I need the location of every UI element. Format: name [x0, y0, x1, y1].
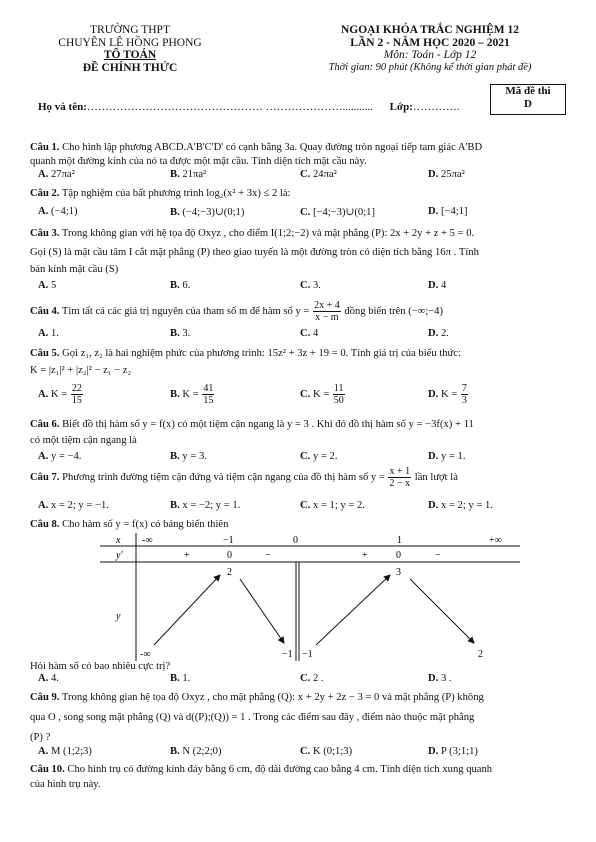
exam-code-label: Mã đề thi: [505, 85, 551, 97]
q3-option-b[interactable]: B. 6.: [170, 280, 191, 291]
q3-text: Trong không gian với hệ tọa độ Oxyz , cho điểm I(1;2;−2) và mặt phẳng (P): 2x + 2y + z + 5 = 0.: [61, 228, 475, 239]
y-val-5: 2: [478, 649, 483, 660]
class-field[interactable]: ………….: [412, 101, 460, 113]
q5-text: Gọi z₁, z₂ là hai nghiệm phức của phương trình: 15z² + 3z + 19 = 0. Tính giá trị của biểu thức:: [62, 348, 461, 359]
q3-option-c[interactable]: C. 3.: [300, 280, 321, 291]
q6-option-d[interactable]: D. y = 1.: [428, 451, 466, 462]
y-val-3: −1: [302, 649, 313, 660]
q1-option-c[interactable]: C. 24πa²: [300, 169, 337, 180]
q6-option-a[interactable]: A. y = −4.: [38, 451, 82, 462]
q6-option-b[interactable]: B. y = 3.: [170, 451, 207, 462]
x-val-3: 1: [397, 535, 402, 546]
q1-line2: quanh một đường kính của nó ta được một mặt cầu. Tính diện tích mặt cầu này.: [30, 156, 367, 167]
q1-options: [38, 169, 568, 182]
q9-line3: (P) ?: [30, 732, 51, 743]
x-val-2: 0: [293, 535, 298, 546]
sign-2: −: [265, 550, 271, 561]
q3-option-d[interactable]: D. 4: [428, 280, 447, 291]
q7-option-b[interactable]: B. x = −2; y = 1.: [170, 500, 241, 511]
q7-number: Câu 7.: [30, 472, 60, 483]
official-label: ĐỀ CHÍNH THỨC: [82, 61, 178, 74]
q6-line1: [30, 418, 568, 431]
q4-number: Câu 4.: [30, 306, 60, 317]
q3-line3: bán kính mặt cầu (S): [30, 264, 119, 275]
q2-option-a[interactable]: A. (−4;1): [38, 206, 78, 217]
q2-text: Tập nghiệm của bất phương trình log₂(x² + 3x) ≤ 2 là:: [61, 188, 291, 199]
sign-1: 0: [227, 550, 232, 561]
q10-text: Cho hình trụ có đường kính đáy bằng 6 cm, độ dài đường cao bằng 4 cm. Tính diện tích xung quanh: [67, 764, 493, 775]
q1-line1: [30, 141, 568, 154]
q8-option-b[interactable]: B. 1.: [170, 673, 191, 684]
q9-text: Trong không gian hệ tọa độ Oxyz , cho mặt phẳng (Q): x + 2y + 2z − 3 = 0 và mặt phẳng (P) không: [61, 692, 484, 703]
q5-option-d[interactable]: D. K = $\frac{7}{3}$: [428, 383, 467, 406]
q7-option-a[interactable]: A. x = 2; y = −1.: [38, 500, 109, 511]
q4-option-c[interactable]: C. 4: [300, 328, 319, 339]
q7-text: Phương trình đường tiệm cận đứng và tiệm cận ngang của đồ thị hàm số y =: [62, 472, 385, 483]
q4-option-d[interactable]: D. 2.: [428, 328, 449, 339]
y-val-2: −1: [282, 649, 293, 660]
department: TỔ TOÁN: [103, 49, 157, 61]
q9-option-a[interactable]: A. M (1;2;3): [38, 746, 92, 757]
exam-round: LẦN 2 - NĂM HỌC 2020 – 2021: [350, 36, 510, 49]
q4-line1: [30, 300, 568, 324]
q3-options: [38, 280, 568, 293]
q3-option-a[interactable]: A. 5: [38, 280, 57, 291]
q8-option-a[interactable]: A. 4.: [38, 673, 59, 684]
school-line2: CHUYÊN LÊ HỒNG PHONG: [58, 36, 202, 49]
q7-option-c[interactable]: C. x = 1; y = 2.: [300, 500, 365, 511]
q10-number: Câu 10.: [30, 764, 65, 775]
q6-text: Biết đồ thị hàm số y = f(x) có một tiệm cận ngang là y = 3 . Khi đó đồ thị hàm số y = −3f(x) + 11: [62, 419, 474, 430]
q3-number: Câu 3.: [30, 228, 60, 239]
exam-time: Thời gian: 90 phút (Không kể thời gian phát đề): [328, 61, 532, 73]
q7-option-d[interactable]: D. x = 2; y = 1.: [428, 500, 493, 511]
q9-options: [38, 746, 568, 759]
q3-line1: [30, 227, 568, 240]
sign-4: 0: [396, 550, 401, 561]
student-info: [38, 101, 460, 113]
q4-option-a[interactable]: A. 1.: [38, 328, 59, 339]
q4-text-post: đồng biến trên (−∞;−4): [344, 306, 443, 317]
q1-option-a[interactable]: A. 27πa²: [38, 169, 75, 180]
x-label: x: [116, 535, 121, 546]
x-val-1: −1: [223, 535, 234, 546]
exam-code-box: [490, 84, 566, 115]
q6-options: [38, 451, 568, 464]
class-label: Lớp:: [389, 101, 413, 113]
x-val-4: +∞: [489, 535, 502, 546]
q5-option-b[interactable]: B. K = $\frac{41}{15}$: [170, 383, 214, 406]
yp-label: y': [116, 550, 123, 561]
q10-line2: của hình trụ này.: [30, 779, 101, 790]
y-val-0: -∞: [140, 649, 151, 660]
y-val-1: 2: [227, 567, 232, 578]
q6-number: Câu 6.: [30, 419, 60, 430]
q7-options: [38, 500, 568, 513]
school-header: [40, 24, 220, 74]
sign-3: +: [362, 550, 368, 561]
q4-text: Tìm tất cả các giá trị nguyên của tham số m để hàm số y =: [61, 306, 310, 317]
q6-option-c[interactable]: C. y = 2.: [300, 451, 338, 462]
x-val-0: -∞: [142, 535, 153, 546]
q5-line2: K = |z₁|² + |z₂|² − z₁ − z₂: [30, 365, 132, 376]
q5-options: [38, 383, 568, 407]
q10-line1: [30, 763, 568, 776]
q5-option-a[interactable]: A. K = $\frac{22}{15}$: [38, 383, 82, 406]
q6-line2: có một tiệm cận ngang là: [30, 435, 137, 446]
name-field[interactable]: ………………………………………… …………………...........: [86, 101, 373, 113]
q2-option-c[interactable]: C. [−4;−3)∪(0;1]: [300, 207, 375, 218]
q9-option-d[interactable]: D. P (3;1;1): [428, 746, 478, 757]
q1-option-b[interactable]: B. 21πa²: [170, 169, 207, 180]
variation-table: [100, 533, 520, 661]
exam-header: [300, 24, 560, 74]
q2-options: [38, 206, 568, 219]
q2-option-b[interactable]: B. (−4;−3)∪(0;1): [170, 207, 245, 218]
q9-number: Câu 9.: [30, 692, 60, 703]
y-val-4: 3: [396, 567, 401, 578]
q4-options: [38, 328, 568, 341]
exam-subject: Môn: Toán - Lớp 12: [383, 49, 477, 61]
arrow-decrease-2: [410, 579, 474, 643]
q9-line2: qua O , song song mặt phẳng (Q) và d((P);(Q)) = 1 . Trong các điểm sau đây , điểm nào thuộc mặt phẳng: [30, 712, 475, 723]
arrow-increase-1: [154, 575, 220, 645]
q4-option-b[interactable]: B. 3.: [170, 328, 191, 339]
q8-option-d[interactable]: D. 3 .: [428, 673, 452, 684]
q7-line1: [30, 466, 568, 490]
y-label: y: [116, 611, 121, 622]
q5-number: Câu 5.: [30, 348, 60, 359]
q8-line1: [30, 518, 568, 531]
school-line1: TRƯỜNG THPT: [90, 24, 170, 36]
q9-option-c[interactable]: C. K (0;1;3): [300, 746, 353, 757]
q8-option-c[interactable]: C. 2 .: [300, 673, 324, 684]
arrow-increase-2: [316, 575, 390, 645]
q7-text-post: lần lượt là: [414, 472, 458, 483]
q2-number: Câu 2.: [30, 188, 60, 199]
q1-number: Câu 1.: [30, 142, 60, 153]
q5-option-c[interactable]: C. K = $\frac{11}{50}$: [300, 383, 344, 406]
q8-number: Câu 8.: [30, 519, 60, 530]
q9-option-b[interactable]: B. N (2;2;0): [170, 746, 222, 757]
exam-code-value: D: [524, 98, 532, 110]
name-label: Họ và tên:: [38, 101, 87, 113]
q3-line2: Gọi (S) là mặt cầu tâm I cắt mặt phẳng (P) theo giao tuyến là một đường tròn có diện tích bằng 16π . Tính: [30, 247, 479, 258]
q4-fraction: $\frac{2x + 4}{x - m}$: [314, 300, 340, 324]
arrow-decrease-1: [240, 579, 284, 643]
q2-option-d[interactable]: D. [−4;1]: [428, 206, 468, 217]
q2-line1: [30, 187, 568, 200]
q8-text: Cho hàm số y = f(x) có bảng biến thiên: [62, 519, 229, 530]
q7-fraction: $\frac{x + 1}{2 - x}$: [389, 466, 411, 490]
q5-line1: [30, 347, 568, 360]
q1-option-d[interactable]: D. 25πa²: [428, 169, 465, 180]
q1-text: Cho hình lập phương ABCD.A'B'C'D' có cạnh bằng 3a. Quay đường tròn ngoại tiếp tam giác A'BD: [62, 142, 483, 153]
exam-title: NGOẠI KHÓA TRẮC NGHIỆM 12: [340, 24, 520, 36]
q8-question: Hỏi hàm số có bao nhiêu cực trị?: [30, 661, 171, 672]
sign-5: −: [435, 550, 441, 561]
q9-line1: [30, 691, 568, 704]
sign-0: +: [184, 550, 190, 561]
q8-options: [38, 673, 568, 686]
